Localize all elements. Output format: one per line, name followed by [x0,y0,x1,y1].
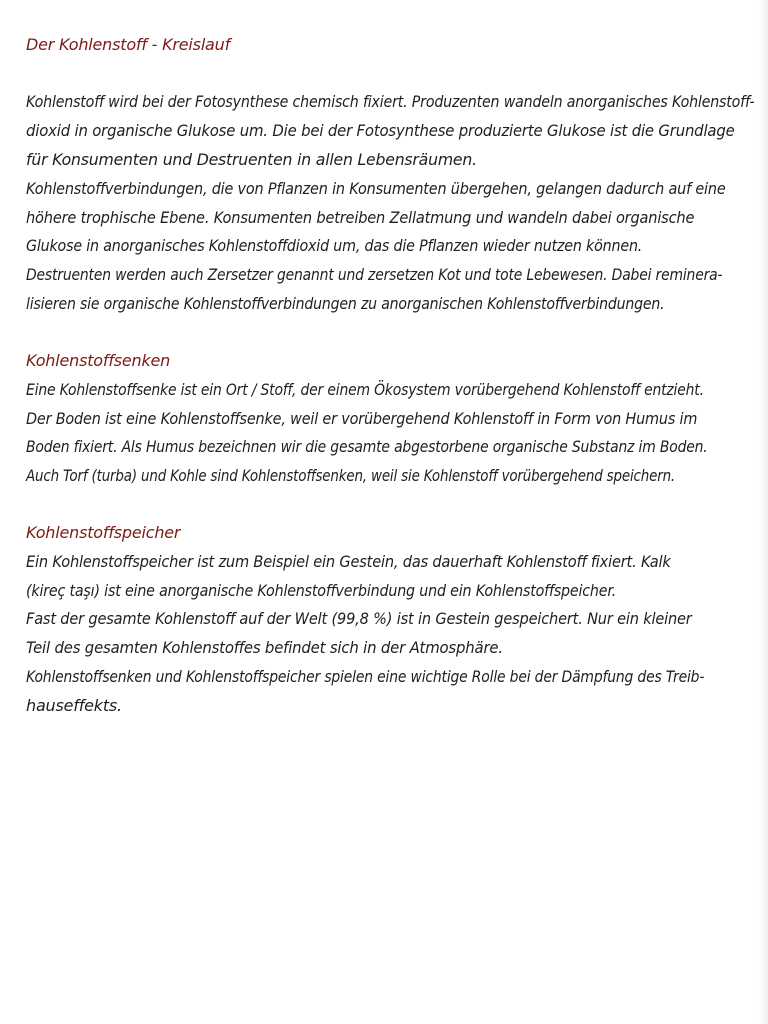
text-line: hauseffekts. [26,696,122,715]
text-line: Eine Kohlenstoffsenke ist ein Ort / Stoff, der einem Ökosystem vorübergehend Kohlenstoff entzieht. [26,380,704,399]
text-line: für Konsumenten und Destruenten in allen Lebensräumen. [26,150,477,169]
text-line: Boden fixiert. Als Humus bezeichnen wir die gesamte abgestorbene organische Substanz im Boden. [26,437,708,456]
text-line: Kohlenstoffverbindungen, die von Pflanzen in Konsumenten übergehen, gelangen dadurch auf eine [26,179,726,198]
text-line: lisieren sie organische Kohlenstoffverbindungen zu anorganischen Kohlenstoffverbindungen. [26,294,665,313]
page-title: Der Kohlenstoff - Kreislauf [26,35,231,54]
text-line: Glukose in anorganisches Kohlenstoffdioxid um, das die Pflanzen wieder nutzen können. [26,236,643,255]
text-line: Auch Torf (turba) und Kohle sind Kohlenstoffsenken, weil sie Kohlenstoff vorübergehend speichern. [26,466,676,485]
text-line: dioxid in organische Glukose um. Die bei der Fotosynthese produzierte Glukose ist die Grundlage [26,121,735,140]
text-line: höhere trophische Ebene. Konsumenten betreiben Zellatmung und wandeln dabei organische [26,208,695,227]
text-line: Teil des gesamten Kohlenstoffes befindet sich in der Atmosphäre. [26,638,503,657]
text-line: (kireç taşı) ist eine anorganische Kohlenstoffverbindung und ein Kohlenstoffspeicher. [26,581,617,600]
page-edge-shadow [758,0,768,1024]
text-line: Der Boden ist eine Kohlenstoffsenke, weil er vorübergehend Kohlenstoff in Form von Humus im [26,409,698,428]
text-line: Destruenten werden auch Zersetzer genannt und zersetzen Kot und tote Lebewesen. Dabei reminera- [26,265,723,284]
text-line: Kohlenstoff wird bei der Fotosynthese chemisch fixiert. Produzenten wandeln anorganisches Kohlenstoff- [26,92,755,111]
text-line: Ein Kohlenstoffspeicher ist zum Beispiel ein Gestein, das dauerhaft Kohlenstoff fixiert. Kalk [26,552,671,571]
section-heading-speicher: Kohlenstoffspeicher [26,523,181,542]
section-heading-senken: Kohlenstoffsenken [26,351,171,370]
text-line: Fast der gesamte Kohlenstoff auf der Welt (99,8 %) ist in Gestein gespeichert. Nur ein kleiner [26,609,692,628]
text-line: Kohlenstoffsenken und Kohlenstoffspeicher spielen eine wichtige Rolle bei der Dämpfung des Treib- [26,667,705,686]
